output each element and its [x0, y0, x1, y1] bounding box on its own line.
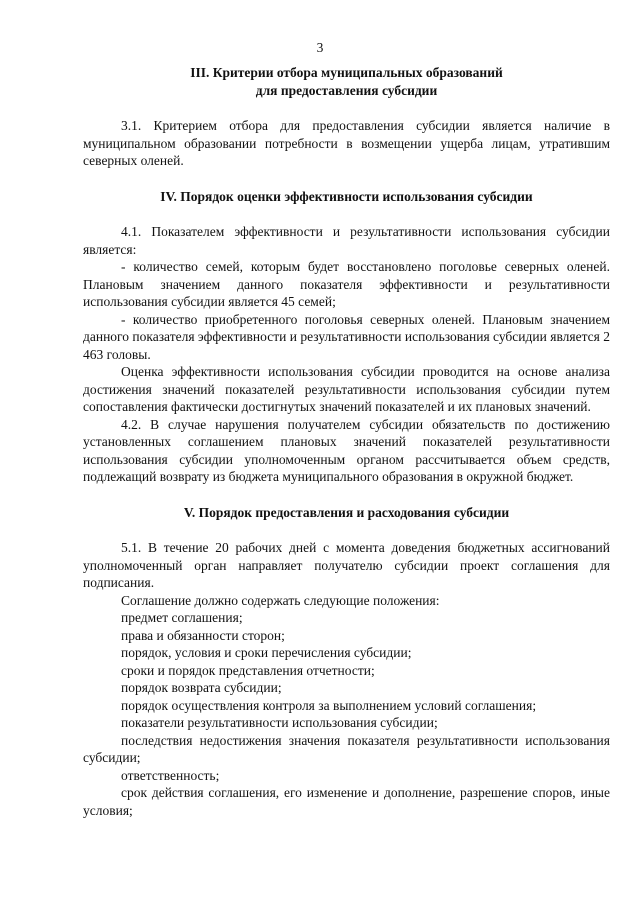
paragraph-4-evaluation: Оценка эффективности использования субсидии проводится на основе анализа достижения значений показателей результативности использования субсидии путем сопоставления фактически достигнутых значений показателей и их плановых значений.	[83, 364, 610, 414]
section-5-heading: V. Порядок предоставления и расходования субсидии	[183, 504, 510, 520]
section-3-heading-line-2: для предоставления субсидии	[255, 82, 438, 98]
paragraph-4-2: 4.2. В случае нарушения получателем субсидии обязательств по достижению установленных соглашением плановых значений показателей результативности использования субсидии уполномоченным органом рассчитывается объем средств, подлежащий возврату из бюджета муниципального образования в окружной бюджет.	[83, 416, 610, 484]
list-item: последствия недостижения значения показателя результативности использования субсидии;	[83, 732, 610, 765]
list-item: сроки и порядок представления отчетности;	[121, 662, 375, 678]
section-3-heading-line-1: III. Критерии отбора муниципальных образований	[190, 65, 503, 80]
section-4-heading: IV. Порядок оценки эффективности использования субсидии	[160, 188, 533, 204]
list-item: показатели результативности использования субсидии;	[121, 715, 438, 730]
paragraph-5-1: 5.1. В течение 20 рабочих дней с момента доведения бюджетных ассигнований уполномоченный орган направляет получателю субсидии проект соглашения для подписания.	[83, 540, 610, 590]
agreement-provisions-list	[83, 609, 610, 819]
list-item: предмет соглашения;	[121, 610, 243, 625]
list-item: срок действия соглашения, его изменение и дополнение, разрешение споров, иные условия;	[83, 785, 610, 818]
paragraph-4-1: 4.1. Показателем эффективности и результативности использования субсидии является:	[83, 224, 610, 257]
paragraph-3-1: 3.1. Критерием отбора для предоставления субсидии является наличие в муниципальном образовании потребности в возмещении ущерба лицам, утратившим северных оленей.	[83, 118, 610, 168]
paragraph-5-agreement-intro: Соглашение должно содержать следующие положения:	[121, 592, 440, 608]
list-item: ответственность;	[121, 767, 220, 783]
paragraph-4-1-families: - количество семей, которым будет восстановлено поголовье северных оленей. Плановым значением данного показателя эффективности и результативности использования субсидии является 45 семей;	[83, 259, 610, 309]
list-item: порядок осуществления контроля за выполнением условий соглашения;	[121, 697, 537, 713]
list-item: права и обязанности сторон;	[121, 627, 285, 643]
list-item: порядок, условия и сроки перечисления субсидии;	[121, 645, 412, 660]
page-number: 3	[316, 40, 324, 55]
document-body	[83, 64, 610, 819]
paragraph-4-1-livestock: - количество приобретенного поголовья северных оленей. Плановым значением данного показателя эффективности и результативности использования субсидии является 2 463 головы.	[83, 311, 610, 362]
list-item: порядок возврата субсидии;	[121, 680, 282, 695]
